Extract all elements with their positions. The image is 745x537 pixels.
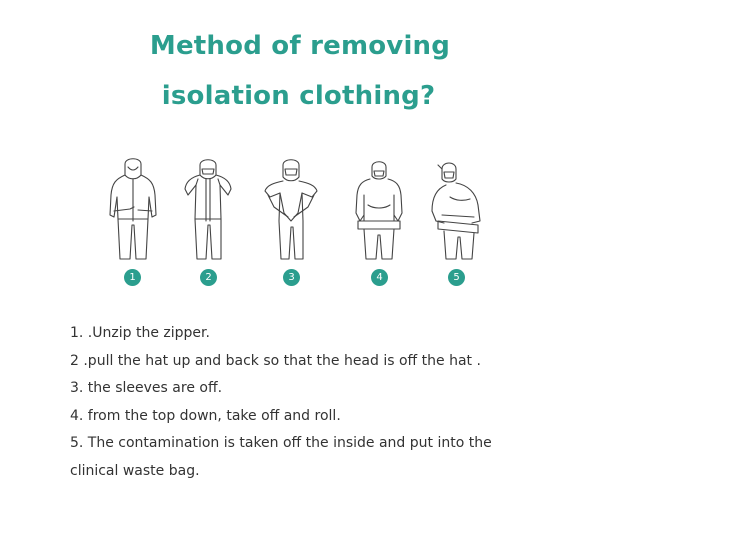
- person-rolling-down-gown-icon: [350, 155, 408, 263]
- step-5-badge: 5: [448, 269, 465, 286]
- step-1-text: 1. .Unzip the zipper.: [70, 325, 210, 341]
- steps-list: [70, 320, 510, 485]
- step-4-badge: 4: [371, 269, 388, 286]
- person-unzipping-icon: [104, 155, 162, 263]
- person-pulling-hat-icon: [180, 155, 236, 263]
- step-3-text: 3. the sleeves are off.: [70, 380, 223, 396]
- step-5-text: 5. The contamination is taken off the inside and put into the clinical waste bag.: [70, 435, 492, 479]
- step-1-badge: 1: [124, 269, 141, 286]
- title-line-1: Method of removing: [149, 31, 451, 61]
- person-removing-sleeves-icon: [262, 155, 320, 263]
- step-3-badge: 3: [283, 269, 300, 286]
- step-2-badge: 2: [200, 269, 217, 286]
- step-4-text: 4. from the top down, take off and roll.: [70, 407, 341, 424]
- title-line-2: isolation clothing?: [161, 81, 436, 111]
- person-rolling-inside-out-icon: [426, 155, 486, 263]
- step-2-text: 2 .pull the hat up and back so that the head is off the hat .: [70, 352, 481, 369]
